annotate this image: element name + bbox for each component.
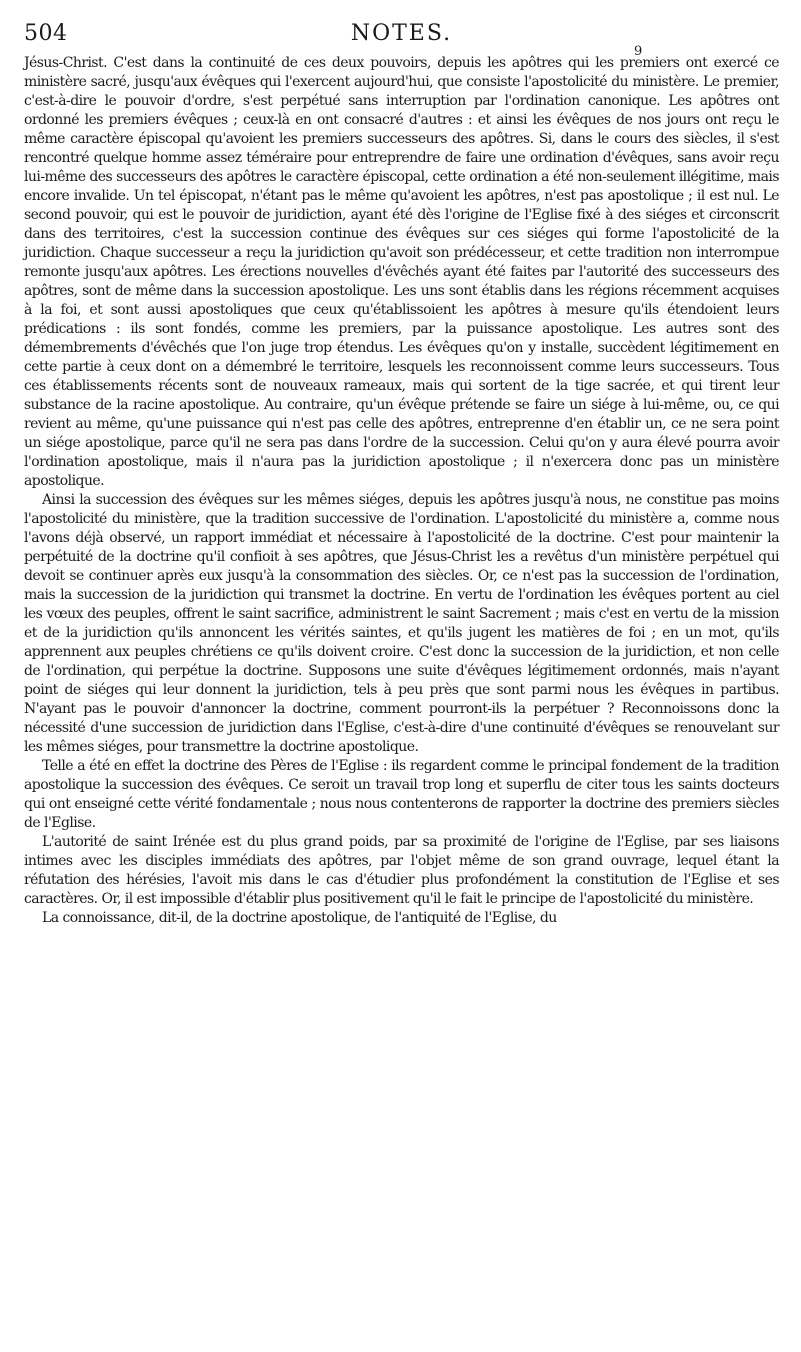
- paragraph-2: Ainsi la succession des évêques sur les mêmes siéges, depuis les apôtres jusqu'à nous, ne constitue pas moins l'apostolicité du ministère, que la tradition successive de l'ordination. L'apostolicité du ministère a, comme nous l'avons déjà observé, un rapport immédiat et nécessaire à l'apostolicité de la doctrine. C'est pour maintenir la perpétuité de la doctrine qu'il confioit à ses apôtres, que Jésus-Christ les a revêtus d'un ministère perpétuel qui devoit se continuer après eux jusqu'à la consommation des siècles. Or, ce n'est pas la succession de l'ordination, mais la succession de la juridiction qui transmet la doctrine. En vertu de l'ordination les évêques portent au ciel les vœux des peuples, offrent le saint sacrifice, administrent le saint Sacrement ; mais c'est en vertu de la mission et de la juridiction qu'ils annoncent les vérités saintes, et qu'ils jugent les matières de foi ; en un mot, qu'ils apprennent aux peuples chrétiens ce qu'ils doivent croire. C'est donc la succession de la juridiction, et non celle de l'ordination, qui perpétue la doctrine. Supposons une suite d'évêques légitimement ordonnés, mais n'ayant point de siéges qui leur donnent la juridiction, tels à peu près que sont parmi nous les évêques in partibus. N'ayant pas le pouvoir d'annoncer la doctrine, comment pourront-ils la perpétuer ? Reconnoissons donc la nécessité d'une succession de juridiction dans l'Eglise, c'est-à-dire d'une continuité d'évêques se renouvelant sur les mêmes siéges, pour transmettre la doctrine apostolique.: [24, 492, 779, 755]
- paragraph-1: Jésus-Christ. C'est dans la continuité de ces deux pouvoirs, depuis les apôtres qui les premiers ont exercé ce ministère sacré, jusqu'aux évêques qui l'exercent aujourd'hui, que consiste l'apostolicité du ministère. Le premier, c'est-à-dire le pouvoir d'ordre, s'est perpétué sans interruption par l'ordination canonique. Les apôtres ont ordonné les premiers évêques ; ceux-là en ont consacré d'autres : et ainsi les évêques de nos jours ont reçu le même caractère épiscopal qu'avoient les premiers successeurs des apôtres. Si, dans le cours des siècles, il s'est rencontré quelque homme assez téméraire pour entreprendre de faire une ordination d'évêques, sans avoir reçu lui-même des successeurs des apôtres le caractère épiscopal, cette ordination a été non-seulement illégitime, mais encore invalide. Un tel épiscopat, n'étant pas le même qu'avoient les apôtres, n'est pas apostolique ; il est nul. Le second pouvoir, qui est le pouvoir de juridiction, ayant été dès l'origine de l'Eglise fixé à des siéges et circonscrit dans des territoires, c'est la succession continue des évêques sur ces siéges qui forme l'apostolicité de la juridiction. Chaque successeur a reçu la juridiction qu'avoit son prédécesseur, et cette tradition non interrompue remonte jusqu'aux apôtres. Les érections nouvelles d'évêchés ayant été faites par l'autorité des successeurs des apôtres, sont de même dans la succession apostolique. Les uns sont établis dans les régions récemment acquises à la foi, et sont aussi apostoliques que ceux qu'établissoient les apôtres à mesure qu'ils étendoient leurs prédications : ils sont fondés, comme les premiers, par la puissance apostolique. Les autres sont des démembrements d'évêchés que l'on juge trop étendus. Les évêques qu'on y installe, succèdent légitimement en cette partie à ceux dont on a démembré le territoire, lesquels les reconnoissent comme leurs successeurs. Tous ces établissements récents sont de nouveaux rameaux, mais qui sortent de la tige sacrée, et qui tirent leur substance de la racine apostolique. Au contraire, qu'un évêque prétende se faire un siége à lui-même, ou, ce qui revient au même, qu'une puissance qui n'est pas celle des apôtres, entreprenne d'en établir un, ce ne sera point un siége apostolique, parce qu'il ne sera pas dans l'ordre de la succession. Celui qu'on y aura élevé pourra avoir l'ordination apostolique, mais il n'aura pas la juridiction apostolique ; il n'exercera donc pas un ministère apostolique.: [24, 55, 779, 489]
- signature-mark: 9: [634, 44, 643, 59]
- paragraph-5: La connoissance, dit-il, de la doctrine apostolique, de l'antiquité de l'Eglise, du: [42, 910, 557, 926]
- notes-body: [24, 54, 779, 928]
- paragraph-3: Telle a été en effet la doctrine des Pères de l'Eglise : ils regardent comme le principal fondement de la tradition apostolique la succession des évêques. Ce seroit un travail trop long et superflu de citer tous les saints docteurs qui ont enseigné cette vérité fondamentale ; nous nous contenterons de rapporter la doctrine des premiers siècles de l'Eglise.: [24, 758, 779, 831]
- running-title: NOTES.: [350, 21, 453, 46]
- paragraph-4: L'autorité de saint Irénée est du plus grand poids, par sa proximité de l'origine de l'Eglise, par ses liaisons intimes avec les disciples immédiats des apôtres, par l'objet même de son grand ouvrage, lequel étant la réfutation des hérésies, l'avoit mis dans le cas d'étudier plus profondément la constitution de l'Eglise et ses caractères. Or, il est impossible d'établir plus positivement qu'il le fait le principe de l'apostolicité du ministère.: [24, 834, 779, 907]
- page-number: 504: [24, 21, 68, 46]
- running-head: [24, 20, 779, 59]
